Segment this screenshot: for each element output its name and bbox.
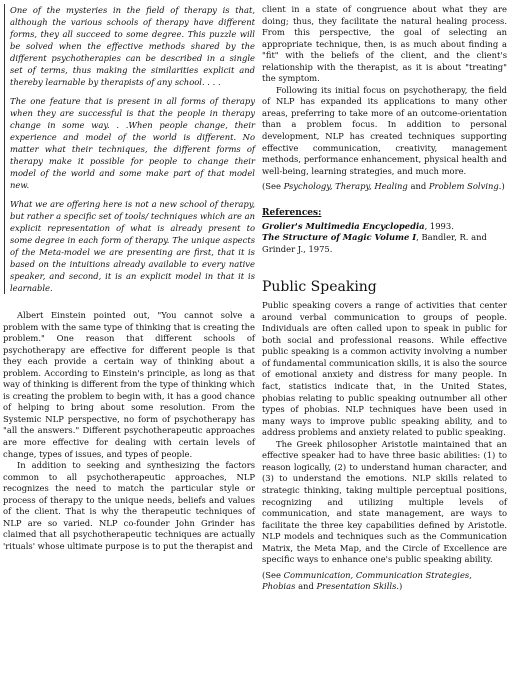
section-body [262,300,507,566]
body-text [3,310,255,552]
body-paragraph: Albert Einstein pointed out, "You cannot solve a problem with the same type of thinking that is creating the problem." One reason that different schools of psychotherapy are effective for different people is that they each provide a certain way of thinking about a problem. According to Einstein's principle, as long as that way of thinking is different from the type of thinking which is creating the problem to begin with, it has a good chance of helping to bring about some resolution. From the Systemic NLP perspective, no form of psychotherapy has "all the answers." Different psychotherapeutic approaches are more effective for dealing with certain levels of change, types of issues, and types of people. [3,310,255,459]
body-paragraph: Following its initial focus on psychotherapy, the field of NLP has expanded its applications to many other areas, preferring to take more of an outcome-orientation than a problem focus. In addition to personal development, NLP has created techniques supporting effective communication, creativity, management methods, performance enhancement, physical health and well-being, learning strategies, and much more. [262,84,507,176]
reference-item: Grolier's Multimedia Encyclopedia, 1993. [262,220,454,231]
quote-paragraph: One of the mysteries in the field of therapy is that, although the various schools of therapy have different forms, they all succeed to some degree. This puzzle will be solved when the effective methods shared by the different psychotherapies can be described in a single set of terms, thus making the similarities explicit and thereby learnable by therapists of any school. . . . [10,5,255,87]
see-also-note: (See Communication, Communication Strategies, Phobias and Presentation Skills.) [262,569,472,592]
reference-item: The Structure of Magic Volume I, Bandler, R. and Grinder J., 1975. [262,232,487,254]
left-column [3,4,255,552]
body-paragraph: client in a state of congruence about what they are doing; thus, they facilitate the natural healing process. From this perspective, the goal of selecting an appropriate technique, then, is as much about finding a "fit" with the beliefs of the client, and the client's relationship with the therapist, as it is about "treating" the symptom. [262,4,507,84]
right-column [262,4,507,593]
body-paragraph: In addition to seeking and synthesizing the factors common to all psychotherapeutic approaches, NLP recognizes the need to match the particular style or process of therapy to the unique needs, beliefs and values of the client. That is why the therapeutic techniques of NLP are so varied. NLP co-founder John Grinder has claimed that all psychotherapeutic techniques are actually 'rituals' whose ultimate purpose is to put the therapist and [3,460,255,551]
see-also-note: (See Psychology, Therapy, Healing and Problem Solving.) [262,181,505,192]
body-paragraph: The Greek philosopher Aristotle maintained that an effective speaker had to have three basic abilities: (1) to reason logically, (2) to understand human character, and (3) to understand the emotions. NLP skills related to strategic thinking, taking multiple perceptual positions, recognizing and utilizing multiple levels of communication, and state management, are ways to facilitate the three key capabilities defined by Aristotle. NLP models and techniques such as the Communication Matrix, the Meta Map, and the Circle of Excellence are specific ways to enhance one's public speaking ability. [262,438,507,565]
continued-text [262,4,507,177]
quote-paragraph: What we are offering here is not a new school of therapy, but rather a specific set of tools/ techniques which are an explicit representation of what is already present to some degree in each form of therapy. The unique aspects of the Meta-model we are presenting are first, that it is based on the intuitions already available to every native speaker, and second, it is an explicit model in that it is learnable. [10,199,255,293]
block-quote [4,4,255,294]
body-paragraph: Public speaking covers a range of activities that center around verbal communication to groups of people. Individuals are often called upon to speak in public for both social and professional reasons. While effective public speaking is a common activity involving a number of fundamental communication skills, it is also the source of emotional anxiety and distress for many people. In fact, statistics indicate that, in the United States, phobias relating to public speaking outnumber all other types of phobias. NLP techniques have been used in many ways to improve public speaking ability, and to address problems and anxiety related to public speaking. [262,300,507,438]
quote-paragraph: The one feature that is present in all forms of therapy when they are successful is that the people in therapy change in some way. . .When people change, their experience and model of the world is different. No matter what their techniques, the different forms of therapy make it possible for people to change their model of the world and some make part of that model new. [10,96,255,190]
section-heading: Public Speaking [262,279,377,296]
references-heading: References: [262,207,322,218]
